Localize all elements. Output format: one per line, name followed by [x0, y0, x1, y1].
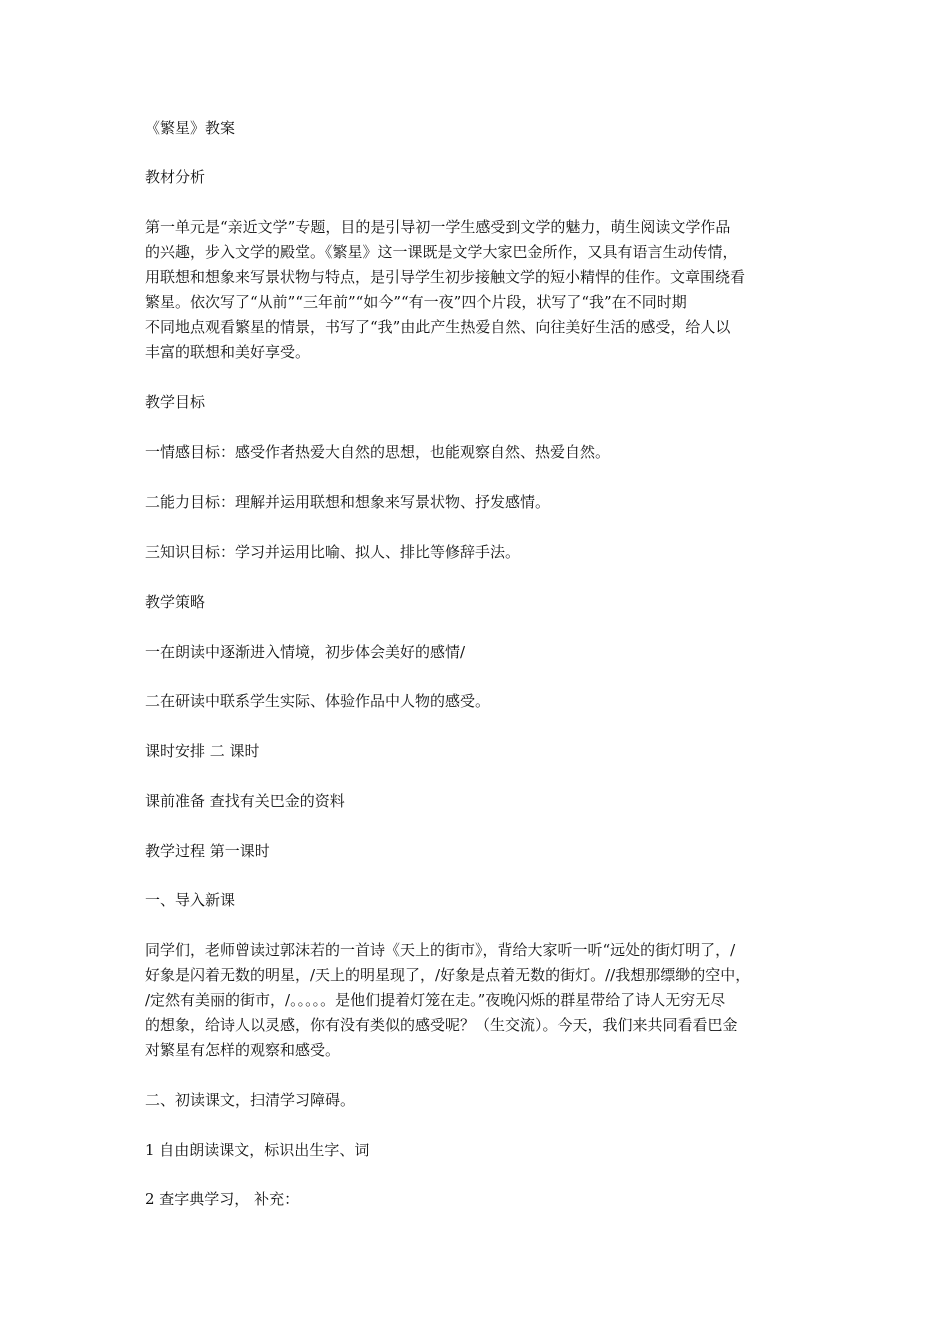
- heading-strategy: 教学策略: [145, 593, 206, 611]
- text-line: 第一单元是“亲近文学”专题，目的是引导初一学生感受到文学的魅力，萌生阅读文学作品: [145, 218, 731, 236]
- process-heading: 教学过程 第一课时: [145, 842, 270, 860]
- text-line: 好象是闪着无数的明星，/天上的明星现了，/好象是点着无数的街灯。//我想那缥缈的空中，: [145, 966, 751, 984]
- step-1-heading: 一、导入新课: [145, 891, 236, 909]
- text-line: 用联想和想象来写景状物与特点，是引导学生初步接触文学的短小精悍的佳作。文章围绕看: [145, 268, 746, 286]
- heading-analysis: 教材分析: [145, 168, 206, 186]
- schedule: 课时安排 二 课时: [145, 742, 260, 760]
- text-line: 同学们，老师曾读过郭沫若的一首诗《天上的街市》，背给大家听一听“远处的街灯明了，/: [145, 941, 736, 959]
- paragraph-intro: [145, 938, 817, 1063]
- paragraph-analysis: [145, 215, 817, 365]
- list-item-2: 2 查字典学习， 补充：: [145, 1190, 300, 1208]
- text-line: /定然有美丽的街市，/。。。。。是他们提着灯笼在走。”夜晚闪烁的群星带给了诗人无穷无尽: [145, 991, 726, 1009]
- goal-ability: 二能力目标：理解并运用联想和想象来写景状物、抒发感情。: [145, 493, 551, 511]
- text-line: 对繁星有怎样的观察和感受。: [145, 1041, 341, 1059]
- goal-emotion: 一情感目标：感受作者热爱大自然的思想，也能观察自然、热爱自然。: [145, 443, 611, 461]
- text-line: 丰富的联想和美好享受。: [145, 343, 311, 361]
- preparation: 课前准备 查找有关巴金的资料: [145, 792, 345, 810]
- text-line: 的想象，给诗人以灵感，你有没有类似的感受呢？（生交流）。今天，我们来共同看看巴金: [145, 1016, 738, 1034]
- heading-goals: 教学目标: [145, 393, 206, 411]
- goal-knowledge: 三知识目标：学习并运用比喻、拟人、排比等修辞手法。: [145, 543, 521, 561]
- text-line: 不同地点观看繁星的情景，书写了“我”由此产生热爱自然、向往美好生活的感受，给人以: [145, 318, 731, 336]
- step-2-heading: 二、初读课文，扫清学习障碍。: [145, 1091, 356, 1109]
- document-title: 《繁星》教案: [145, 119, 236, 137]
- list-item-1: 1 自由朗读课文，标识出生字、词: [145, 1141, 370, 1159]
- text-line: 繁星。依次写了“从前”“三年前”“如今”“有一夜”四个片段，状写了“我”在不同时期: [145, 293, 687, 311]
- text-line: 的兴趣，步入文学的殿堂。《繁星》这一课既是文学大家巴金所作，又具有语言生动传情，: [145, 243, 738, 261]
- strategy-1: 一在朗读中逐渐进入情境，初步体会美好的感情/: [145, 643, 466, 661]
- strategy-2: 二在研读中联系学生实际、体验作品中人物的感受。: [145, 692, 491, 710]
